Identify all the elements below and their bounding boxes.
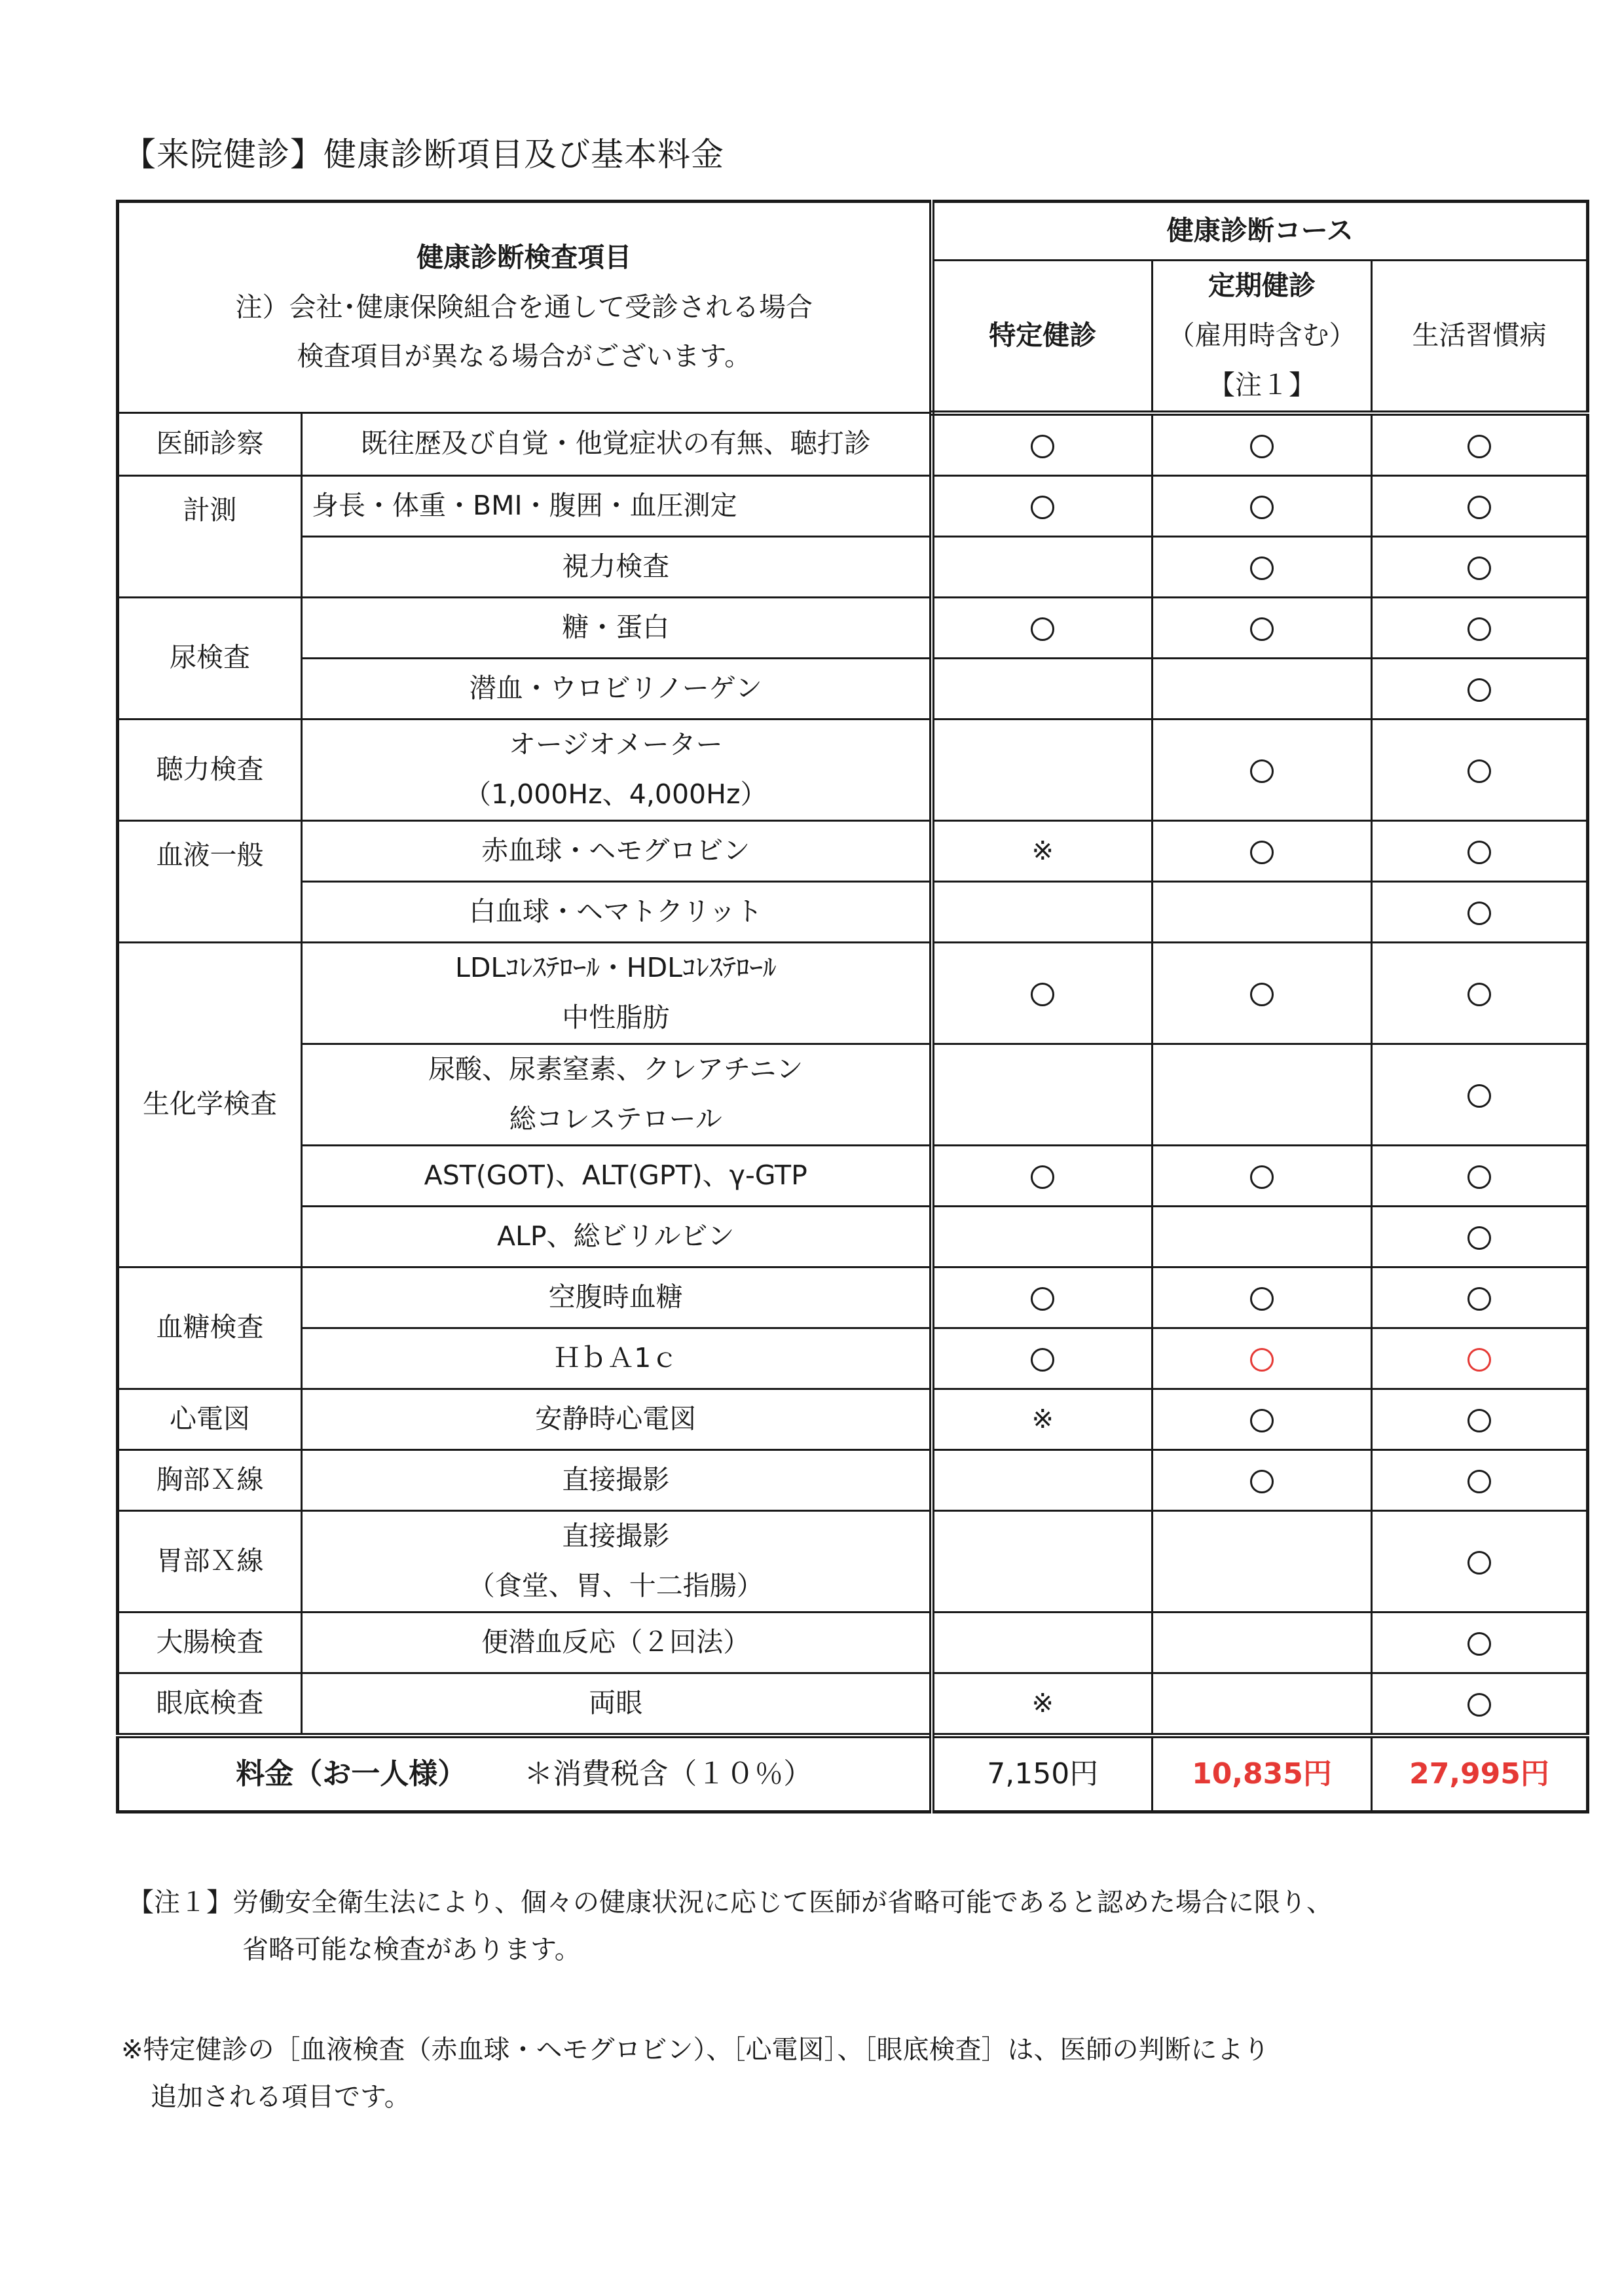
table-row bbox=[118, 1145, 1588, 1206]
note-1-line-2: 省略可能な検査があります。 bbox=[242, 1935, 581, 1965]
page-title: 【来院健診】健康診断項目及び基本料金 bbox=[123, 136, 724, 173]
circle-mark-icon bbox=[1467, 1165, 1491, 1189]
mark-cell bbox=[1372, 597, 1588, 658]
mark-cell bbox=[1153, 413, 1372, 476]
circle-mark-icon bbox=[1467, 1084, 1491, 1108]
header-course-teiki-note: 【注１】 bbox=[1208, 369, 1316, 401]
mark-cell bbox=[1372, 1510, 1588, 1612]
asterisk-mark-icon: ※ bbox=[1031, 835, 1054, 866]
table-row bbox=[118, 1449, 1588, 1510]
table-row bbox=[118, 1612, 1588, 1673]
mark-cell bbox=[932, 1612, 1153, 1673]
mark-cell bbox=[1372, 1206, 1588, 1267]
item-line: （食堂、胃、十二指腸） bbox=[468, 1569, 764, 1601]
fee-tax-note: ＊消費税含（１０％） bbox=[524, 1757, 813, 1791]
mark-cell bbox=[1153, 1449, 1372, 1510]
fee-teiki: 10,835円 bbox=[1153, 1736, 1372, 1812]
circle-mark-icon bbox=[1467, 1287, 1491, 1311]
mark-cell bbox=[1372, 881, 1588, 942]
mark-cell bbox=[932, 719, 1153, 820]
fee-tokutei: 7,150円 bbox=[932, 1736, 1153, 1812]
circle-mark-icon bbox=[1250, 1165, 1274, 1189]
category-cell: 血液一般 bbox=[118, 820, 302, 942]
mark-cell bbox=[932, 658, 1153, 719]
mark-cell bbox=[932, 1267, 1153, 1328]
circle-mark-icon bbox=[1467, 1551, 1491, 1575]
exam-fee-table bbox=[116, 200, 1589, 1813]
item-cell bbox=[302, 1044, 932, 1145]
item-cell: 既往歴及び自覚・他覚症状の有無、聴打診 bbox=[302, 413, 932, 476]
circle-mark-icon bbox=[1467, 1693, 1491, 1717]
mark-cell bbox=[932, 1389, 1153, 1449]
mark-cell bbox=[1372, 475, 1588, 536]
mark-cell bbox=[932, 1044, 1153, 1145]
category-cell: 尿検査 bbox=[118, 597, 302, 719]
mark-cell bbox=[1153, 942, 1372, 1044]
mark-cell bbox=[1153, 1510, 1372, 1612]
circle-mark-icon bbox=[1031, 1348, 1054, 1372]
category-cell: 胃部Ｘ線 bbox=[118, 1510, 302, 1612]
circle-mark-icon bbox=[1250, 556, 1274, 580]
circle-mark-icon bbox=[1250, 435, 1274, 458]
mark-cell bbox=[1372, 1612, 1588, 1673]
item-cell: 空腹時血糖 bbox=[302, 1267, 932, 1328]
mark-cell bbox=[1153, 719, 1372, 820]
table-row bbox=[118, 942, 1588, 1044]
mark-cell bbox=[1153, 1612, 1372, 1673]
mark-cell bbox=[1153, 881, 1372, 942]
item-cell: 便潜血反応（２回法） bbox=[302, 1612, 932, 1673]
category-cell: 心電図 bbox=[118, 1389, 302, 1449]
item-cell: 赤血球・ヘモグロビン bbox=[302, 820, 932, 881]
header-course-tokutei: 特定健診 bbox=[932, 261, 1153, 413]
circle-mark-icon bbox=[1250, 841, 1274, 864]
note-1-line-1: 【注１】労働安全衛生法により、個々の健康状況に応じて医師が省略可能であると認めた場合に限り、 bbox=[128, 1887, 1333, 1918]
mark-cell bbox=[932, 597, 1153, 658]
circle-mark-icon bbox=[1467, 1470, 1491, 1493]
header-items-note: 検査項目が異なる場合がございます。 bbox=[297, 340, 752, 373]
header-course-seikatsu: 生活習慣病 bbox=[1372, 261, 1588, 413]
item-cell bbox=[302, 1510, 932, 1612]
circle-mark-icon bbox=[1250, 1470, 1274, 1493]
table-row bbox=[118, 1206, 1588, 1267]
item-cell: ALP、総ビリルビン bbox=[302, 1206, 932, 1267]
item-cell: 両眼 bbox=[302, 1673, 932, 1736]
mark-cell bbox=[1372, 413, 1588, 476]
category-cell: 胸部Ｘ線 bbox=[118, 1449, 302, 1510]
header-course-teiki bbox=[1153, 261, 1372, 413]
mark-cell bbox=[932, 413, 1153, 476]
item-line: 尿酸、尿素窒素、クレアチニン bbox=[428, 1053, 803, 1085]
item-cell: ＨｂＡ1ｃ bbox=[302, 1328, 932, 1389]
circle-mark-icon bbox=[1467, 617, 1491, 641]
category-cell: 計測 bbox=[118, 475, 302, 597]
mark-cell bbox=[1372, 719, 1588, 820]
table-row bbox=[118, 475, 1588, 536]
table-row bbox=[118, 719, 1588, 820]
mark-cell bbox=[1153, 536, 1372, 597]
category-cell: 大腸検査 bbox=[118, 1612, 302, 1673]
header-courses-title: 健康診断コース bbox=[932, 202, 1588, 261]
mark-cell bbox=[932, 820, 1153, 881]
mark-cell bbox=[932, 1449, 1153, 1510]
table-row bbox=[118, 536, 1588, 597]
circle-mark-icon bbox=[1467, 556, 1491, 580]
mark-cell bbox=[932, 536, 1153, 597]
header-items-title: 健康診断検査項目 bbox=[416, 241, 632, 273]
mark-cell bbox=[1153, 1206, 1372, 1267]
item-cell: 白血球・ヘマトクリット bbox=[302, 881, 932, 942]
item-cell: AST(GOT)、ALT(GPT)、γ-GTP bbox=[302, 1145, 932, 1206]
table-row bbox=[118, 1328, 1588, 1389]
mark-cell bbox=[1153, 597, 1372, 658]
table-row bbox=[118, 1044, 1588, 1145]
fee-row bbox=[118, 1736, 1588, 1812]
item-line: 直接撮影 bbox=[562, 1520, 670, 1552]
mark-cell bbox=[1372, 1449, 1588, 1510]
circle-mark-icon bbox=[1250, 496, 1274, 519]
circle-mark-icon bbox=[1467, 983, 1491, 1006]
mark-cell bbox=[1372, 1328, 1588, 1389]
mark-cell bbox=[1372, 1389, 1588, 1449]
mark-cell bbox=[932, 1328, 1153, 1389]
header-course-teiki-main: 定期健診 bbox=[1208, 270, 1316, 301]
header-course-teiki-sub: （雇用時含む） bbox=[1168, 319, 1356, 351]
circle-mark-icon bbox=[1250, 617, 1274, 641]
circle-mark-red-icon bbox=[1250, 1348, 1274, 1372]
circle-mark-icon bbox=[1031, 1287, 1054, 1311]
category-cell: 眼底検査 bbox=[118, 1673, 302, 1736]
circle-mark-icon bbox=[1467, 1226, 1491, 1250]
mark-cell bbox=[1372, 658, 1588, 719]
mark-cell bbox=[1372, 1044, 1588, 1145]
mark-cell bbox=[1153, 1328, 1372, 1389]
category-cell: 血糖検査 bbox=[118, 1267, 302, 1389]
item-cell bbox=[302, 719, 932, 820]
table-row bbox=[118, 820, 1588, 881]
item-cell: 糖・蛋白 bbox=[302, 597, 932, 658]
circle-mark-icon bbox=[1467, 678, 1491, 702]
mark-cell bbox=[1372, 1673, 1588, 1736]
circle-mark-icon bbox=[1467, 435, 1491, 458]
circle-mark-icon bbox=[1467, 496, 1491, 519]
category-cell: 医師診察 bbox=[118, 413, 302, 476]
mark-cell bbox=[932, 475, 1153, 536]
mark-cell bbox=[1372, 536, 1588, 597]
note-2-line-2: 追加される項目です。 bbox=[151, 2082, 411, 2112]
asterisk-mark-icon: ※ bbox=[1031, 1404, 1054, 1434]
table-row bbox=[118, 413, 1588, 476]
category-cell: 生化学検査 bbox=[118, 942, 302, 1267]
mark-cell bbox=[932, 1145, 1153, 1206]
item-line: LDLｺﾚｽﾃﾛｰﾙ・HDLｺﾚｽﾃﾛｰﾙ bbox=[455, 951, 777, 983]
header-items-note: 注）会社･健康保険組合を通して受診される場合 bbox=[235, 291, 813, 323]
table-row bbox=[118, 658, 1588, 719]
mark-cell bbox=[1372, 1267, 1588, 1328]
table-row bbox=[118, 881, 1588, 942]
mark-cell bbox=[1153, 1389, 1372, 1449]
mark-cell bbox=[1372, 820, 1588, 881]
mark-cell bbox=[1153, 475, 1372, 536]
asterisk-mark-icon: ※ bbox=[1031, 1688, 1054, 1719]
mark-cell bbox=[932, 881, 1153, 942]
mark-cell bbox=[1153, 1673, 1372, 1736]
item-cell: 身長・体重・BMI・腹囲・血圧測定 bbox=[302, 475, 932, 536]
item-cell: 潜血・ウロビリノーゲン bbox=[302, 658, 932, 719]
circle-mark-icon bbox=[1031, 496, 1054, 519]
note-2-line-1: ※特定健診の［血液検査（赤血球・ヘモグロビン）、［心電図］、［眼底検査］は、医師の判断により bbox=[121, 2035, 1270, 2065]
header-items bbox=[118, 202, 932, 413]
circle-mark-red-icon bbox=[1467, 1348, 1491, 1372]
circle-mark-icon bbox=[1250, 1409, 1274, 1432]
fee-seikatsu: 27,995円 bbox=[1372, 1736, 1588, 1812]
table-row bbox=[118, 1267, 1588, 1328]
note-2 bbox=[121, 2026, 1562, 2121]
table-row bbox=[118, 1673, 1588, 1736]
mark-cell bbox=[932, 942, 1153, 1044]
circle-mark-icon bbox=[1467, 841, 1491, 864]
circle-mark-icon bbox=[1467, 1632, 1491, 1656]
mark-cell bbox=[1153, 820, 1372, 881]
circle-mark-icon bbox=[1467, 902, 1491, 925]
mark-cell bbox=[1153, 1044, 1372, 1145]
item-cell: 安静時心電図 bbox=[302, 1389, 932, 1449]
fee-label: 料金（お一人様） bbox=[236, 1757, 467, 1791]
category-cell: 聴力検査 bbox=[118, 719, 302, 820]
circle-mark-icon bbox=[1250, 1287, 1274, 1311]
circle-mark-icon bbox=[1031, 435, 1054, 458]
circle-mark-icon bbox=[1467, 1409, 1491, 1432]
mark-cell bbox=[1372, 942, 1588, 1044]
circle-mark-icon bbox=[1031, 617, 1054, 641]
item-line: 中性脂肪 bbox=[562, 1001, 670, 1033]
circle-mark-icon bbox=[1031, 1165, 1054, 1189]
mark-cell bbox=[1153, 1145, 1372, 1206]
mark-cell bbox=[1153, 658, 1372, 719]
table-row bbox=[118, 1389, 1588, 1449]
item-cell: 直接撮影 bbox=[302, 1449, 932, 1510]
mark-cell bbox=[932, 1673, 1153, 1736]
item-line: 総コレステロール bbox=[509, 1102, 722, 1135]
mark-cell bbox=[932, 1206, 1153, 1267]
mark-cell bbox=[1153, 1267, 1372, 1328]
circle-mark-icon bbox=[1031, 983, 1054, 1006]
fee-label-cell bbox=[118, 1736, 932, 1812]
table-row bbox=[118, 597, 1588, 658]
table-row bbox=[118, 1510, 1588, 1612]
circle-mark-icon bbox=[1250, 759, 1274, 783]
note-1 bbox=[128, 1879, 1555, 1973]
circle-mark-icon bbox=[1467, 759, 1491, 783]
item-line: オージオメーター bbox=[508, 728, 723, 760]
item-cell bbox=[302, 942, 932, 1044]
mark-cell bbox=[1372, 1145, 1588, 1206]
item-line: （1,000Hz、4,000Hz） bbox=[464, 778, 767, 810]
circle-mark-icon bbox=[1250, 983, 1274, 1006]
item-cell: 視力検査 bbox=[302, 536, 932, 597]
mark-cell bbox=[932, 1510, 1153, 1612]
